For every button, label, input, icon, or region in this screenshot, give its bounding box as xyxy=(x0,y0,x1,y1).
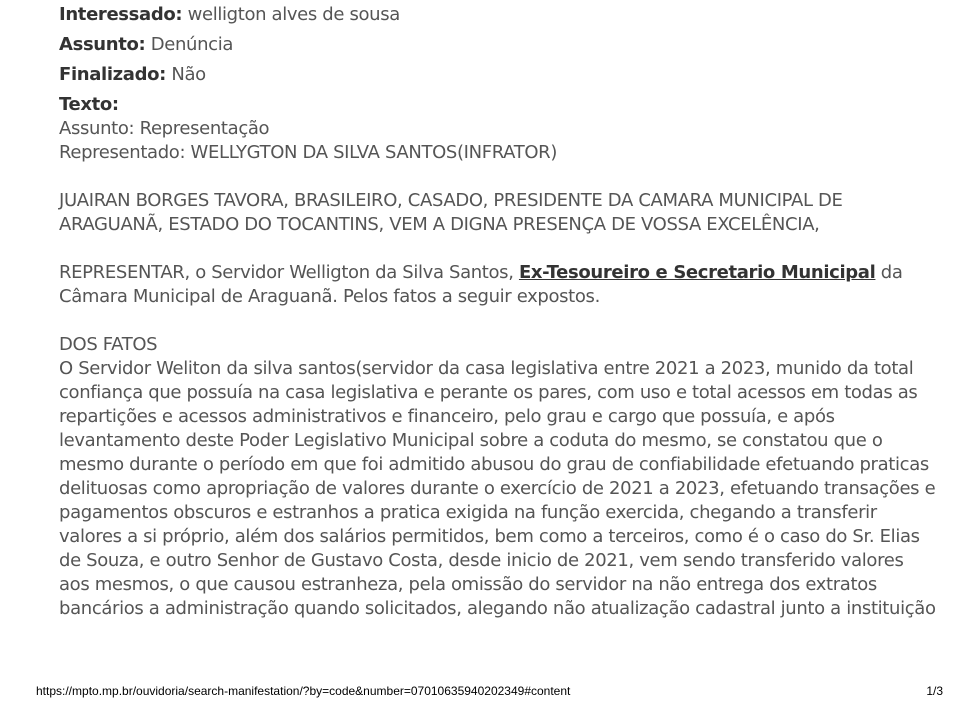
paragraph-gap xyxy=(59,237,939,261)
texto-representado-line: Representado: WELLYGTON DA SILVA SANTOS(INFRATOR) xyxy=(59,142,558,163)
paragraph-gap xyxy=(59,165,939,189)
para2-text-before: REPRESENTAR, o Servidor Welligton da Silva Santos, xyxy=(59,262,519,283)
assunto-value: Denúncia xyxy=(150,34,234,55)
print-footer xyxy=(0,684,979,700)
dos-fatos-body: O Servidor Weliton da silva santos(servidor da casa legislativa entre 2021 a 2023, munido da total confiança que possuía na casa legislativa e perante os pares, com uso e total acessos em todas as repartições e acessos administrativos e financeiro, pelo grau e cargo que possuía, e após levantamento deste Poder Legislativo Municipal sobre a coduta do mesmo, se constatou que o mesmo durante o período em que foi admitido abusou do grau de confiabilidade efetuando praticas delituosas como apropriação de valores durante o exercício de 2021 a 2023, efetuando transações e pagamentos obscuros e estranhos a pratica exigida na função exercida, chegando a transferir valores a si próprio, além dos salários permitidos, bem como a terceiros, como é o caso do Sr. Elias de Souza, e outro Senhor de Gustavo Costa, desde inicio de 2021, vem sendo transferido valores aos mesmos, o que causou estranheza, pela omissão do servidor na não entrega dos extratos bancários a administração quando solicitados, alegando não atualização cadastral junto a instituição xyxy=(59,358,936,619)
texto-label: Texto: xyxy=(59,94,119,115)
texto-assunto-line: Assunto: Representação xyxy=(59,118,270,139)
para2-text-after: da Câmara Municipal de Araguanã. Pelos fatos a seguir expostos. xyxy=(59,262,903,307)
footer-url: https://mpto.mp.br/ouvidoria/search-manifestation/?by=code&number=07010635940202349#content xyxy=(36,684,571,698)
finalizado-label: Finalizado: xyxy=(59,64,166,85)
assunto-label: Assunto: xyxy=(59,34,146,55)
footer-page-number: 1/3 xyxy=(926,684,943,698)
finalizado-field xyxy=(59,63,939,87)
interessado-value: welligton alves de sousa xyxy=(187,4,400,25)
texto-paragraph-2 xyxy=(59,261,939,309)
dos-fatos-heading: DOS FATOS xyxy=(59,334,158,355)
interessado-label: Interessado: xyxy=(59,4,183,25)
paragraph-gap xyxy=(59,309,939,333)
texto-paragraph-1: JUAIRAN BORGES TAVORA, BRASILEIRO, CASADO, PRESIDENTE DA CAMARA MUNICIPAL DE ARAGUANÃ, ESTADO DO TOCANTINS, VEM A DIGNA PRESENÇA DE VOSSA EXCELÊNCIA, xyxy=(59,190,843,235)
assunto-field xyxy=(59,33,939,57)
finalizado-value: Não xyxy=(171,64,206,85)
interessado-field xyxy=(59,3,939,27)
ex-tesoureiro-emphasis: Ex-Tesoureiro e Secretario Municipal xyxy=(518,262,876,283)
manifestation-content xyxy=(59,3,939,621)
